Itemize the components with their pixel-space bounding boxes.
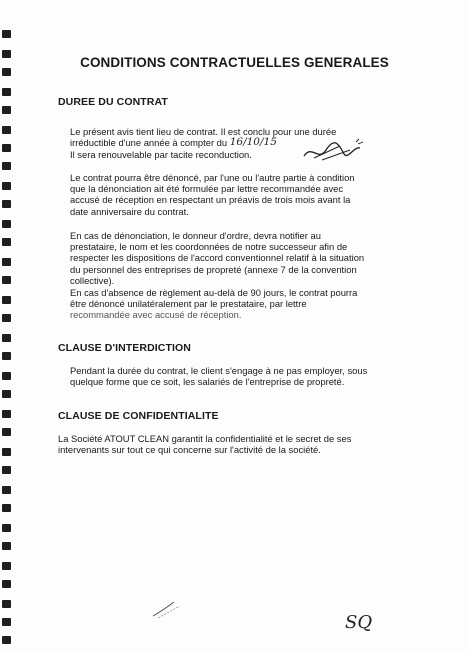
- text-line: accusé de réception en respectant un préavis de trois mois avant la: [70, 194, 351, 206]
- binding-hole: [2, 390, 11, 398]
- pen-mark: [150, 598, 184, 620]
- binding-hole: [2, 296, 11, 304]
- binding-hole: [2, 258, 11, 266]
- binding-hole: [2, 334, 11, 342]
- text-line: En cas de dénonciation, le donneur d'ordre, devra notifier au: [70, 230, 321, 241]
- text-line: intervenants sur tout ce qui concerne sur l'activité de la société.: [58, 444, 321, 456]
- text-line: que la dénonciation ait été formulée par lettre recommandée avec: [70, 183, 344, 195]
- text-line: collective).: [70, 274, 115, 286]
- paragraph-duree-3: [70, 230, 414, 286]
- binding-hole: [2, 580, 11, 588]
- signature-scribble: [300, 136, 370, 166]
- binding-hole: [2, 162, 11, 170]
- binding-hole: [2, 486, 11, 494]
- binding-hole: [2, 126, 11, 134]
- paragraph-interdiction: [70, 365, 414, 387]
- text-line: irréductible d'une année à compter du 16/10/15: [70, 136, 277, 149]
- binding-hole: [2, 448, 11, 456]
- paragraph-confidentialite: [58, 433, 414, 455]
- text-line: du personnel des entreprises de propreté (annexe 7 de la convention: [70, 263, 357, 275]
- binding-hole: [2, 428, 11, 436]
- binding-hole: [2, 182, 11, 190]
- handwritten-initials: SQ: [345, 612, 373, 633]
- text-line: Le présent avis tient lieu de contrat. Il est conclu pour une durée: [70, 126, 337, 137]
- binding-hole: [2, 30, 11, 38]
- binding-hole: [2, 618, 11, 626]
- binding-hole: [2, 542, 11, 550]
- binding-hole: [2, 504, 11, 512]
- binding-hole: [2, 238, 11, 246]
- binding-hole: [2, 562, 11, 570]
- text-line: être dénoncé unilatéralement par le prestataire, par lettre: [70, 298, 307, 310]
- binding-hole: [2, 106, 11, 114]
- section-heading-confidentialite: CLAUSE DE CONFIDENTIALITE: [58, 410, 219, 422]
- paragraph-duree-4: [70, 287, 414, 321]
- binding-hole: [2, 524, 11, 532]
- text-line: quelque forme que ce soit, les salariés de l'entreprise de propreté.: [70, 376, 345, 388]
- binding-hole: [2, 314, 11, 322]
- paragraph-duree-2: [70, 172, 414, 217]
- binding-hole: [2, 200, 11, 208]
- text-line: En cas d'absence de règlement au-delà de 90 jours, le contrat pourra: [70, 287, 358, 298]
- text-line: date anniversaire du contrat.: [70, 205, 189, 217]
- text-line: Il sera renouvelable par tacite reconduction.: [70, 149, 252, 161]
- text-line: recommandée avec accusé de réception.: [70, 309, 242, 321]
- text-line: La Société ATOUT CLEAN garantit la confidentialité et le secret de ses: [58, 433, 352, 444]
- binding-hole: [2, 276, 11, 284]
- text-line: prestataire, le nom et les coordonnées de notre successeur afin de: [70, 241, 348, 253]
- handwritten-date: 16/10/15: [229, 136, 277, 149]
- text-line: Le contrat pourra être dénoncé, par l'une ou l'autre partie à condition: [70, 172, 355, 183]
- binding-hole: [2, 636, 11, 644]
- binding-hole: [2, 600, 11, 608]
- binding-hole: [2, 372, 11, 380]
- binding-hole: [2, 144, 11, 152]
- binding-hole: [2, 410, 11, 418]
- text-line: respecter les dispositions de l'accord conventionnel relatif à la situation: [70, 252, 365, 264]
- binding-hole: [2, 220, 11, 228]
- binding-hole: [2, 466, 11, 474]
- spiral-binding: [0, 0, 14, 651]
- binding-hole: [2, 88, 11, 96]
- document-title: CONDITIONS CONTRACTUELLES GENERALES: [80, 55, 389, 70]
- section-heading-duree: DUREE DU CONTRAT: [58, 96, 168, 108]
- binding-hole: [2, 352, 11, 360]
- section-heading-interdiction: CLAUSE D'INTERDICTION: [58, 342, 191, 354]
- text-line: Pendant la durée du contrat, le client s'engage à ne pas employer, sous: [70, 365, 368, 376]
